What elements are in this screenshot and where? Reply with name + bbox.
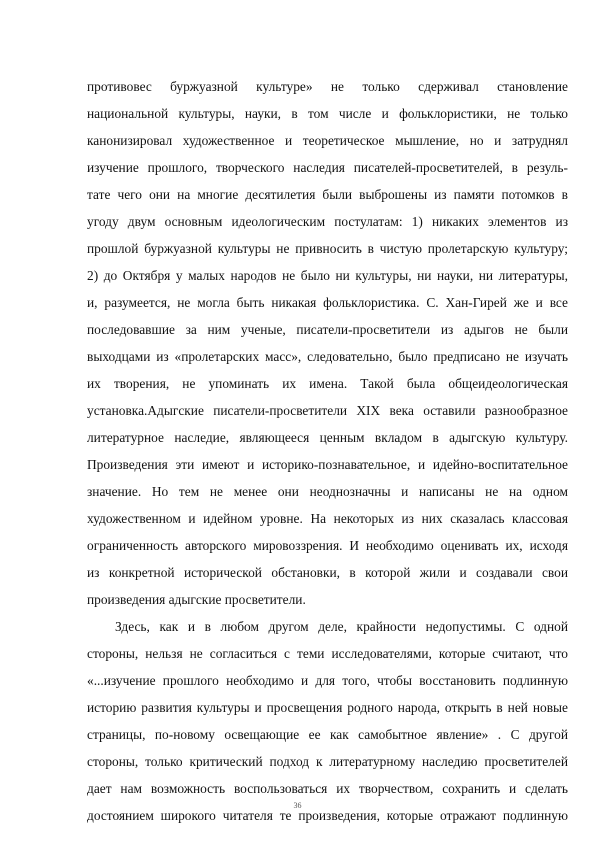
text-line: достоянием широкого читателя те произведения, которые отражают подлинную <box>87 808 568 823</box>
text-line: ограниченность авторского мировоззрения. И необходимо оценивать их, исходя <box>87 538 568 553</box>
text-line: историю развития культуры и просвещения родного народа, открыть в ней новые <box>87 700 568 715</box>
text-line: дает нам возможность воспользоваться их творчеством, сохранить и сделать <box>87 781 568 796</box>
text-line: противовес буржуазной культуре» не только сдерживал становление <box>87 79 568 94</box>
text-line: тате чего они на многие десятилетия были выброшены из памяти потомков в <box>87 187 568 202</box>
text-line: и, разумеется, не могла быть никакая фольклористика. С. Хан-Гирей же и все <box>87 295 568 310</box>
text-line: последовавшие за ним ученые, писатели-просветители из адыгов не были <box>87 322 568 337</box>
text-line: стороны, только критический подход к литературному наследию просветителей <box>87 754 568 769</box>
text-line: изучение прошлого, творческого наследия писателей-просветителей, в резуль- <box>87 160 568 175</box>
text-line: их творения, не упоминать их имена. Такой была общеидеологическая <box>87 376 568 391</box>
text-line: установка.Адыгские писатели-просветители XIX века оставили разнообразное <box>87 403 568 418</box>
text-line: художественном и идейном уровне. На некоторых из них сказалась классовая <box>87 511 568 526</box>
text-line: 2) до Октября у малых народов не было ни культуры, ни науки, ни литературы, <box>87 268 568 283</box>
text-line: стороны, нельзя не согласиться с теми исследователями, которые считают, что <box>87 646 568 661</box>
text-line: Произведения эти имеют и историко-познавательное, и идейно-воспитательное <box>87 457 568 472</box>
text-line: значение. Но тем не менее они неоднозначны и написаны не на одном <box>87 484 568 499</box>
text-line: «...изучение прошлого необходимо и для того, чтобы восстановить подлинную <box>87 673 568 688</box>
text-line: выходцами из «пролетарских масс», следовательно, было предписано не изучать <box>87 349 568 364</box>
text-line: страницы, по-новому освещающие ее как самобытное явление» . С другой <box>87 727 568 742</box>
page-number: 36 <box>293 801 302 810</box>
text-line: произведения адыгские просветители. <box>87 592 306 607</box>
body-text <box>87 73 568 829</box>
text-line: Здесь, как и в любом другом деле, крайности недопустимы. С одной <box>115 619 568 634</box>
text-line: из конкретной исторической обстановки, в которой жили и создавали свои <box>87 565 568 580</box>
text-line: национальной культуры, науки, в том числе и фольклористики, не только <box>87 106 568 121</box>
text-line: прошлой буржуазной культуры не привносить в чистую пролетарскую культуру; <box>87 241 568 256</box>
text-line: канонизировал художественное и теоретическое мышление, но и затруднял <box>87 133 568 148</box>
text-line: литературное наследие, являющееся ценным вкладом в адыгскую культуру. <box>87 430 568 445</box>
text-line: угоду двум основным идеологическим постулатам: 1) никаких элементов из <box>87 214 568 229</box>
